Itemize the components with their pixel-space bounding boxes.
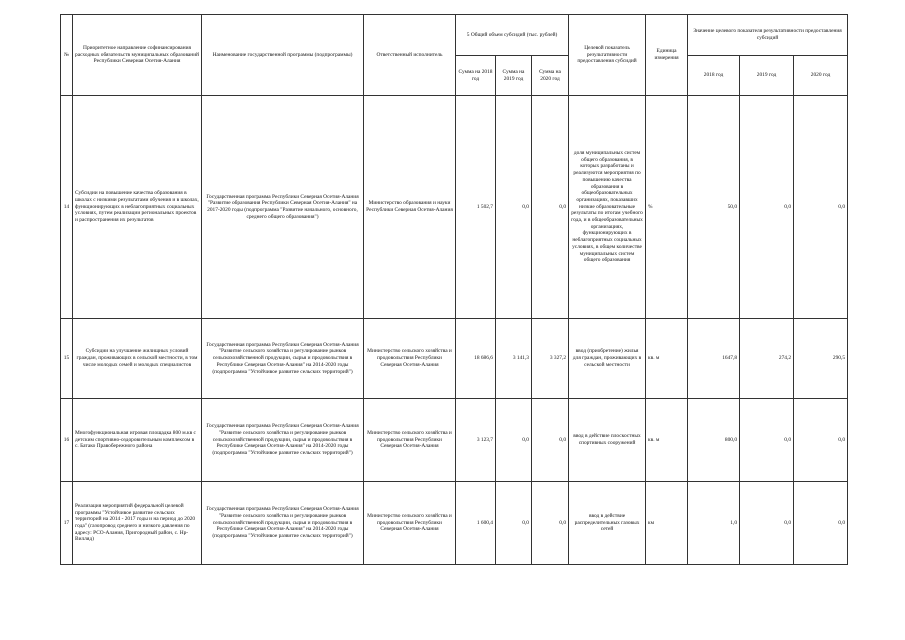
row-no: 17 [61, 482, 73, 565]
header-row-1 [61, 15, 848, 56]
row-sum-2018: 1 502,7 [456, 96, 496, 319]
table-row [61, 96, 848, 319]
row-sum-2019: 3 141,3 [496, 319, 532, 399]
header-sum-2020: Сумма на 2020 год [532, 56, 569, 96]
row-no: 14 [61, 96, 73, 319]
header-executor: Ответственный исполнитель [364, 15, 456, 96]
row-executor: Министерство сельского хозяйства и продовольствия Республики Северная Осетия-Алания [364, 482, 456, 565]
header-total [456, 15, 569, 56]
row-value-2018: 1647,8 [688, 319, 740, 399]
row-sum-2018: 18 686,6 [456, 319, 496, 399]
header-indicator: Целевой показатель результативности предоставления субсидий [569, 15, 646, 96]
row-unit: кв. м [646, 399, 688, 482]
header-value-2018: 2018 год [688, 56, 740, 96]
row-executor: Министерство образования и науки Республики Северная Осетия-Алания [364, 96, 456, 319]
row-value-2018: 50,0 [688, 96, 740, 319]
row-direction: Субсидии на улучшение жилищных условий граждан, проживающих в сельской местности, в том числе молодых семей и молодых специалистов [73, 319, 202, 399]
row-unit: % [646, 96, 688, 319]
row-value-2020: 0,0 [794, 96, 848, 319]
row-indicator: ввод в действие плоскостных спортивных сооружений [569, 399, 646, 482]
row-sum-2018: 1 600,4 [456, 482, 496, 565]
row-sum-2019: 0,0 [496, 96, 532, 319]
row-unit: кв. м [646, 319, 688, 399]
header-total-label: Общий объем субсидий (тыс. рублей) [470, 31, 558, 38]
row-sum-2019: 0,0 [496, 482, 532, 565]
table-row [61, 399, 848, 482]
row-value-2019: 0,0 [740, 96, 794, 319]
row-program: Государственная программа Республики Северная Осетия-Алания "Развитие образования Республики Северная Осетия-Алания" на 2017-2020 годы (подпрограмма "Развитие начального, основного, среднего общего образования") [202, 96, 364, 319]
table-row [61, 482, 848, 565]
row-sum-2020: 0,0 [532, 96, 569, 319]
row-direction: Многофункциональная игровая площадка 800 м.кв с детским спортивно-оздоровительным комплексом в с. Батако Правобережного района [73, 399, 202, 482]
row-no: 16 [61, 399, 73, 482]
row-sum-2019: 0,0 [496, 399, 532, 482]
row-program: Государственная программа Республики Северная Осетия-Алания "Развитие сельского хозяйства и регулирование рынков сельскохозяйственной продукции, сырья и продовольствия в Республике Северная Осетия-Алания" на 2014-2020 годы (подпрограмма "Устойчивое развитие сельских территорий") [202, 319, 364, 399]
row-executor: Министерство сельского хозяйства и продовольствия Республики Северная Осетия-Алания [364, 399, 456, 482]
header-sum-2019: Сумма на 2019 год [496, 56, 532, 96]
row-indicator: ввод (приобретение) жилья для граждан, проживающих в сельской местности [569, 319, 646, 399]
header-program: Наименование государственной программы (подпрограммы) [202, 15, 364, 96]
row-executor: Министерство сельского хозяйства и продовольствия Республики Северная Осетия-Алания [364, 319, 456, 399]
row-direction: Субсидии на повышение качества образования в школах с низкими результатами обучения и в школах, функционирующих в неблагоприятных социальных условиях, путем реализации региональных проектов и распространения их результатов [73, 96, 202, 319]
row-value-2018: 1,0 [688, 482, 740, 565]
subsidy-table [60, 14, 848, 565]
header-value-2019: 2019 год [740, 56, 794, 96]
header-value-2020: 2020 год [794, 56, 848, 96]
row-program: Государственная программа Республики Северная Осетия-Алания "Развитие сельского хозяйства и регулирование рынков сельскохозяйственной продукции, сырья и продовольствия в Республике Северная Осетия-Алания" на 2014-2020 годы (подпрограмма "Устойчивое развитие сельских территорий") [202, 482, 364, 565]
row-value-2019: 0,0 [740, 482, 794, 565]
row-value-2018: 800,0 [688, 399, 740, 482]
table-row [61, 319, 848, 399]
row-value-2020: 290,5 [794, 319, 848, 399]
header-total-prefix: 5 [466, 31, 470, 38]
row-direction: Реализация мероприятий федеральной целевой программы "Устойчивое развитие сельских территорий на 2014 - 2017 годы и на период до 2020 года" (газопровод среднего и низкого давления по адресу: РСО-Алания, Пригородный район, с. Нр-Вилляд) [73, 482, 202, 565]
row-indicator: доля муниципальных систем общего образования, в которых разработаны и реализуются мероприятия по повышению качества образования в общеобразовательных организациях, показавших низкие образовательные результаты по итогам учебного года, и в общеобразовательных организациях, функционирующих в неблагоприятных социальных условиях, в общем количестве муниципальных систем общего образования [569, 96, 646, 319]
row-no: 15 [61, 319, 73, 399]
row-indicator: ввод в действие распределительных газовых сетей [569, 482, 646, 565]
row-sum-2020: 0,0 [532, 482, 569, 565]
row-value-2020: 0,0 [794, 399, 848, 482]
row-value-2019: 0,0 [740, 399, 794, 482]
row-sum-2020: 0,0 [532, 399, 569, 482]
header-sum-2018: Сумма на 2018 год [456, 56, 496, 96]
header-no: № [61, 15, 73, 96]
row-value-2019: 274,2 [740, 319, 794, 399]
row-sum-2018: 3 123,7 [456, 399, 496, 482]
row-value-2020: 0,0 [794, 482, 848, 565]
header-values: Значение целевого показателя результативности предоставления субсидий [688, 15, 848, 56]
header-direction: Приоритетное направление софинансирования расходных обязательств муниципальных образований Республики Северная Осетия-Алания [73, 15, 202, 96]
row-program: Государственная программа Республики Северная Осетия-Алания "Развитие сельского хозяйства и регулирование рынков сельскохозяйственной продукции, сырья и продовольствия в Республике Северная Осетия-Алания" на 2014-2020 годы (подпрограмма "Устойчивое развитие сельских территорий") [202, 399, 364, 482]
row-sum-2020: 3 327,2 [532, 319, 569, 399]
header-unit: Единица измерения [646, 15, 688, 96]
row-unit: км [646, 482, 688, 565]
